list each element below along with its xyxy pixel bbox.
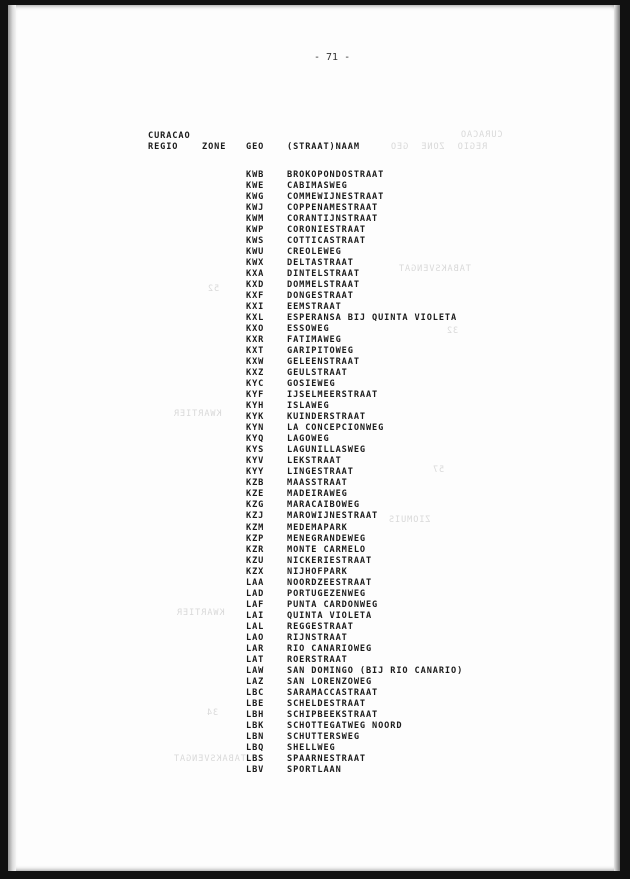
table-row: [246, 721, 463, 732]
table-row: [246, 390, 463, 401]
table-row: [246, 467, 463, 478]
table-row: [246, 665, 463, 676]
street-name: KUINDERSTRAAT: [287, 412, 366, 423]
street-name: LAGOWEG: [287, 434, 330, 445]
geo-code: KYF: [246, 390, 265, 401]
table-row: [246, 268, 463, 279]
page-edge-right: [614, 5, 620, 871]
street-name: LINGESTRAAT: [287, 467, 354, 478]
table-row: [246, 765, 463, 776]
table-row: [246, 346, 463, 357]
geo-code: LAF: [246, 599, 265, 610]
geo-code: LAD: [246, 588, 265, 599]
street-name: CORONIESTRAAT: [287, 224, 366, 235]
column-header-naam: (STRAAT)NAAM: [287, 142, 360, 152]
table-row: [246, 511, 463, 522]
street-name: ROERSTRAAT: [287, 654, 348, 665]
geo-code: KXI: [246, 301, 265, 312]
geo-code: LAW: [246, 665, 265, 676]
geo-code: KYS: [246, 445, 265, 456]
street-name: RIJNSTRAAT: [287, 632, 348, 643]
geo-code: KWS: [246, 235, 265, 246]
table-row: [246, 434, 463, 445]
table-row: [246, 654, 463, 665]
geo-code: KWP: [246, 224, 265, 235]
geo-code: LBH: [246, 710, 265, 721]
table-row: [246, 699, 463, 710]
street-name: BROKOPONDOSTRAAT: [287, 169, 385, 180]
geo-code: KWU: [246, 246, 265, 257]
street-name: NOORDZEESTRAAT: [287, 577, 373, 588]
table-row: [246, 334, 463, 345]
geo-code: KXT: [246, 346, 265, 357]
street-name: CREOLEWEG: [287, 246, 342, 257]
street-name: ISLAWEG: [287, 401, 330, 412]
street-name: EEMSTRAAT: [287, 301, 342, 312]
table-row: [246, 257, 463, 268]
table-row: [246, 279, 463, 290]
geo-code: KWJ: [246, 202, 265, 213]
street-name: PUNTA CARDONWEG: [287, 599, 379, 610]
geo-code: LAO: [246, 632, 265, 643]
bleed-through-text: CURACAO: [460, 130, 503, 140]
street-name: LAGUNILLASWEG: [287, 445, 366, 456]
table-row: [246, 169, 463, 180]
geo-code: KXD: [246, 279, 265, 290]
geo-code: LAT: [246, 654, 265, 665]
bleed-through-text: TABAKSVENGAT: [173, 754, 246, 764]
table-row: [246, 202, 463, 213]
table-row: [246, 191, 463, 202]
geo-code: KYH: [246, 401, 265, 412]
street-name: MAASSTRAAT: [287, 478, 348, 489]
geo-code: KYC: [246, 379, 265, 390]
geo-code: KZP: [246, 533, 265, 544]
bleed-through-text: KWARTIER: [173, 409, 222, 419]
geo-code: KZU: [246, 555, 265, 566]
street-list: [246, 169, 463, 776]
geo-code: KYQ: [246, 434, 265, 445]
table-row: [246, 732, 463, 743]
table-row: [246, 180, 463, 191]
table-row: [246, 301, 463, 312]
street-name: SAN LORENZOWEG: [287, 676, 373, 687]
table-row: [246, 566, 463, 577]
street-name: NICKERIESTRAAT: [287, 555, 373, 566]
geo-code: LBS: [246, 754, 265, 765]
street-name: RIO CANARIOWEG: [287, 643, 373, 654]
geo-code: KXW: [246, 357, 265, 368]
table-row: [246, 643, 463, 654]
street-name: CABIMASWEG: [287, 180, 348, 191]
bleed-through-text: KWARTIER: [176, 608, 225, 618]
geo-code: LBV: [246, 765, 265, 776]
geo-code: KZX: [246, 566, 265, 577]
geo-code: KWB: [246, 169, 265, 180]
table-row: [246, 743, 463, 754]
street-name: SCHUTTERSWEG: [287, 732, 360, 743]
table-row: [246, 599, 463, 610]
street-name: MADEIRAWEG: [287, 489, 348, 500]
bleed-through-text: 52: [207, 284, 220, 294]
table-row: [246, 379, 463, 390]
street-name: LA CONCEPCIONWEG: [287, 423, 385, 434]
street-name: DONGESTRAAT: [287, 290, 354, 301]
table-row: [246, 357, 463, 368]
table-row: [246, 676, 463, 687]
document-page: [8, 5, 620, 871]
region-title: CURACAO: [148, 131, 191, 141]
bleed-through-text: 34: [206, 708, 219, 718]
table-row: [246, 710, 463, 721]
street-name: QUINTA VIOLETA: [287, 610, 373, 621]
street-name: ESSOWEG: [287, 323, 330, 334]
geo-code: KZR: [246, 544, 265, 555]
geo-code: LBN: [246, 732, 265, 743]
table-row: [246, 235, 463, 246]
table-row: [246, 323, 463, 334]
table-row: [246, 213, 463, 224]
geo-code: KWG: [246, 191, 265, 202]
street-name: LEKSTRAAT: [287, 456, 342, 467]
table-row: [246, 687, 463, 698]
street-name: MONTE CARMELO: [287, 544, 366, 555]
street-name: GARIPITOWEG: [287, 346, 354, 357]
street-name: ESPERANSA BIJ QUINTA VIOLETA: [287, 312, 458, 323]
table-row: [246, 544, 463, 555]
street-name: IJSELMEERSTRAAT: [287, 390, 379, 401]
geo-code: KYV: [246, 456, 265, 467]
street-name: DINTELSTRAAT: [287, 268, 360, 279]
geo-code: KYY: [246, 467, 265, 478]
geo-code: KZE: [246, 489, 265, 500]
street-name: COPPENAMESTRAAT: [287, 202, 379, 213]
street-name: SPAARNESTRAAT: [287, 754, 366, 765]
street-name: FATIMAWEG: [287, 334, 342, 345]
table-row: [246, 588, 463, 599]
table-row: [246, 610, 463, 621]
geo-code: LAR: [246, 643, 265, 654]
table-row: [246, 577, 463, 588]
geo-code: KZJ: [246, 511, 265, 522]
street-name: GELEENSTRAAT: [287, 357, 360, 368]
street-name: SHELLWEG: [287, 743, 336, 754]
street-name: GEULSTRAAT: [287, 368, 348, 379]
geo-code: LAZ: [246, 676, 265, 687]
table-row: [246, 368, 463, 379]
table-row: [246, 555, 463, 566]
street-name: MARACAIBOWEG: [287, 500, 360, 511]
geo-code: KWX: [246, 257, 265, 268]
street-name: SAN DOMINGO (BIJ RIO CANARIO): [287, 665, 464, 676]
table-row: [246, 500, 463, 511]
column-header-geo: GEO: [246, 142, 265, 152]
table-row: [246, 312, 463, 323]
street-name: MEDEMAPARK: [287, 522, 348, 533]
table-row: [246, 423, 463, 434]
table-row: [246, 224, 463, 235]
geo-code: LAA: [246, 577, 265, 588]
table-row: [246, 754, 463, 765]
table-row: [246, 632, 463, 643]
table-row: [246, 445, 463, 456]
geo-code: LAI: [246, 610, 265, 621]
geo-code: KZB: [246, 478, 265, 489]
geo-code: KWE: [246, 180, 265, 191]
street-name: REGGESTRAAT: [287, 621, 354, 632]
table-row: [246, 401, 463, 412]
geo-code: KYK: [246, 412, 265, 423]
bleed-through-text: 32: [446, 326, 459, 336]
table-row: [246, 412, 463, 423]
geo-code: KZM: [246, 522, 265, 533]
table-row: [246, 621, 463, 632]
geo-code: LBK: [246, 721, 265, 732]
street-name: COMMEWIJNESTRAAT: [287, 191, 385, 202]
geo-code: LBQ: [246, 743, 265, 754]
street-name: SCHIPBEEKSTRAAT: [287, 710, 379, 721]
bleed-through-text: ZIOMUIS: [388, 515, 431, 525]
geo-code: LAL: [246, 621, 265, 632]
street-name: SCHELDESTRAAT: [287, 699, 366, 710]
geo-code: KXR: [246, 334, 265, 345]
page-number: - 71 -: [314, 52, 351, 63]
street-name: PORTUGEZENWEG: [287, 588, 366, 599]
street-name: CORANTIJNSTRAAT: [287, 213, 379, 224]
bleed-through-text: 57: [432, 465, 445, 475]
geo-code: KWM: [246, 213, 265, 224]
geo-code: LBE: [246, 699, 265, 710]
street-name: SPORTLAAN: [287, 765, 342, 776]
column-header-zone: ZONE: [202, 142, 227, 152]
geo-code: KXA: [246, 268, 265, 279]
table-row: [246, 478, 463, 489]
street-name: GOSIEWEG: [287, 379, 336, 390]
street-name: SARAMACCASTRAAT: [287, 687, 379, 698]
table-row: [246, 290, 463, 301]
street-name: SCHOTTEGATWEG NOORD: [287, 721, 403, 732]
geo-code: LBC: [246, 687, 265, 698]
street-name: MENEGRANDEWEG: [287, 533, 366, 544]
street-name: COTTICASTRAAT: [287, 235, 366, 246]
table-row: [246, 246, 463, 257]
geo-code: KXO: [246, 323, 265, 334]
page-edge-left: [8, 5, 16, 871]
street-name: NIJHOFPARK: [287, 566, 348, 577]
geo-code: KXZ: [246, 368, 265, 379]
bleed-through-text: REGIO ZONE GEO: [390, 142, 488, 152]
table-row: [246, 489, 463, 500]
table-row: [246, 522, 463, 533]
geo-code: KXL: [246, 312, 265, 323]
geo-code: KXF: [246, 290, 265, 301]
street-name: DOMMELSTRAAT: [287, 279, 360, 290]
geo-code: KZG: [246, 500, 265, 511]
street-name: MAROWIJNESTRAAT: [287, 511, 379, 522]
table-row: [246, 456, 463, 467]
table-row: [246, 533, 463, 544]
bleed-through-text: TABAKSVENGAT: [398, 264, 471, 274]
column-header-regio: REGIO: [148, 142, 179, 152]
geo-code: KYN: [246, 423, 265, 434]
street-name: DELTASTRAAT: [287, 257, 354, 268]
